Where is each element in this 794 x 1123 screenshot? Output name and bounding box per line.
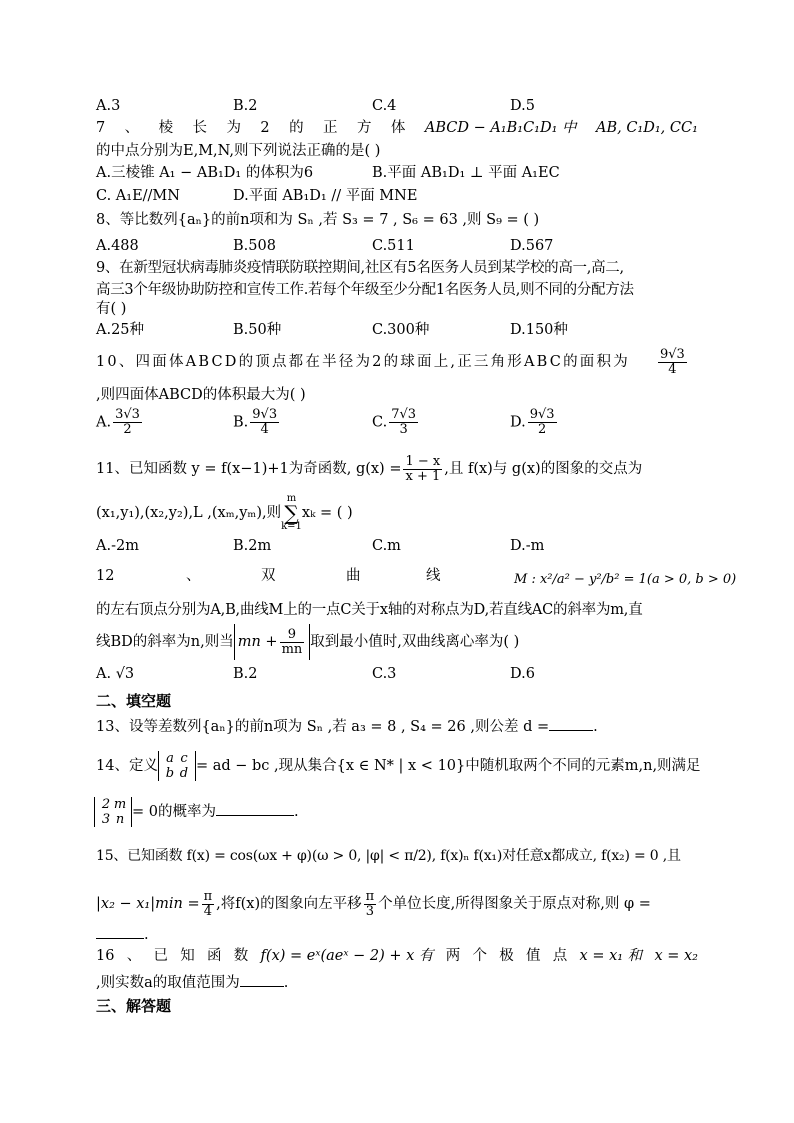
- section-fill-in-heading: 二、填空题: [96, 692, 172, 710]
- q11-option-c: C.m: [372, 538, 401, 554]
- q10-stem-line1: [96, 344, 698, 380]
- q10-stem-text: 10、四面体ABCD的顶点都在半径为2的球面上,正三角形ABC的面积为: [96, 354, 630, 370]
- q10-option-c: [372, 408, 420, 437]
- det-entry: 2: [101, 797, 111, 812]
- q9-line1: 9、在新型冠状病毒肺炎疫情联防联控期间,社区有5名医务人员到某学校的高一,高二,: [96, 260, 624, 276]
- q14-determinant: [94, 797, 132, 827]
- q9-line3: 有( ): [96, 301, 127, 317]
- fraction-denominator: mn: [281, 641, 303, 657]
- q7-option-a: A.三棱锥 A₁ − AB₁D₁ 的体积为6: [96, 165, 314, 181]
- fraction-denominator: 2: [537, 422, 547, 437]
- q14-line1: [96, 748, 701, 784]
- q16-char: 函: [207, 948, 222, 964]
- option-label: D.: [510, 414, 526, 431]
- q16-char: 两: [445, 948, 461, 964]
- q7-char: 的: [289, 120, 304, 136]
- q11-g-fraction: [403, 455, 442, 484]
- answer-blank[interactable]: [216, 801, 294, 816]
- det-entry: m: [113, 797, 127, 812]
- option-label: A.: [96, 414, 112, 431]
- q12-option-a: A. √3: [96, 666, 135, 682]
- q11-option-a: A.-2m: [96, 538, 139, 554]
- q8-stem: 8、等比数列{aₙ}的前n项和为 Sₙ ,若 S₃ = 7 , S₆ = 63 ,则 S₉ = ( ): [96, 212, 540, 228]
- fraction-numerator: 1 − x: [405, 453, 441, 469]
- fraction-numerator: 9√3: [252, 407, 278, 422]
- q7-char: 2: [260, 120, 270, 136]
- q7-option-c: C. A₁E//MN: [96, 188, 180, 204]
- q11-stem-line2: [96, 493, 698, 532]
- answer-blank[interactable]: [549, 716, 593, 731]
- q11-option-b: B.2m: [233, 538, 272, 554]
- q16-function: f(x) = eˣ(aeˣ − 2) + x 有: [260, 948, 434, 964]
- q10-option-d: [510, 408, 559, 437]
- fraction-denominator: 3: [399, 422, 408, 437]
- q6-option-d: D.5: [510, 98, 535, 114]
- det-entry: b: [165, 766, 175, 781]
- fraction-denominator: 4: [260, 422, 269, 437]
- q16-char: 知: [180, 948, 195, 964]
- det-entry: n: [115, 812, 125, 827]
- q16-sep: 、: [126, 948, 142, 964]
- q9-option-a: A.25种: [96, 322, 145, 338]
- q14-line2: 2 m 3 n = 0的概率为 .: [96, 794, 698, 830]
- q6-option-c: C.4: [372, 98, 397, 114]
- q12-option-d: D.6: [510, 666, 535, 682]
- fraction-denominator: 4: [668, 361, 677, 377]
- q8-option-a: A.488: [96, 238, 139, 254]
- section-solution-heading: 三、解答题: [96, 997, 172, 1015]
- q15-tail-text: 个单位长度,所得图象关于原点对称,则 φ =: [378, 896, 651, 912]
- q12-option-c: C.3: [372, 666, 397, 682]
- q16-char: 已: [153, 948, 168, 964]
- q16-line1: [96, 946, 698, 966]
- det-entry: c: [180, 751, 188, 766]
- q16-char: 值: [526, 948, 541, 964]
- q6-option-a: A.3: [96, 98, 121, 114]
- fraction-denominator: x + 1: [405, 468, 441, 484]
- q16-char: 个: [472, 948, 487, 964]
- q7-stem-line2: 的中点分别为E,M,N,则下列说法正确的是( ): [96, 143, 381, 159]
- q12-line3-a: 线BD的斜率为n,则当: [96, 634, 234, 650]
- q12-curve-equation: M : x²/a² − y²/b² = 1(a > 0, b > 0): [514, 572, 737, 587]
- q16-line2: ,则实数a的取值范围为 .: [96, 972, 698, 993]
- q8-option-c: C.511: [372, 238, 415, 254]
- q16-char: 极: [499, 948, 514, 964]
- q11-stem-line1: [96, 452, 698, 486]
- q16-x2: x = x₂: [654, 948, 698, 964]
- q7-option-d: D.平面 AB₁D₁ // 平面 MNE: [233, 188, 418, 204]
- q7-option-b: B.平面 AB₁D₁ ⊥ 平面 A₁EC: [372, 165, 560, 181]
- q14-text-a: 14、定义: [96, 758, 158, 774]
- fraction-denominator: 3: [365, 903, 375, 919]
- fraction-numerator: 3√3: [115, 407, 140, 422]
- sum-lower: k=1: [281, 521, 302, 532]
- fraction-numerator: 9√3: [660, 346, 685, 362]
- fraction-numerator: π: [203, 888, 213, 904]
- fraction-numerator: 9: [280, 628, 305, 643]
- q11-stem-b: ,且 f(x)与 g(x)的图象的交点为: [444, 461, 643, 477]
- q10-area-fraction: [658, 348, 687, 377]
- q8-option-d: D.567: [510, 238, 554, 254]
- answer-blank[interactable]: [240, 972, 284, 987]
- q15-line1: 15、已知函数 f(x) = cos(ωx + φ)(ω > 0, |φ| < π/2), f(x)ₙ f(x₁)对任意x都成立, f(x₂) = 0 ,且: [96, 848, 681, 864]
- q12-line3-b: 取到最小值时,双曲线离心率为( ): [310, 634, 520, 650]
- q7-char: 为: [226, 120, 241, 136]
- answer-blank[interactable]: [96, 924, 144, 939]
- q12-char: 曲: [346, 568, 361, 584]
- q16-char: 点: [552, 948, 568, 964]
- q11-option-d: D.-m: [510, 538, 545, 554]
- q15-line3: .: [96, 924, 698, 945]
- q7-char: 体: [390, 120, 406, 136]
- q10-stem-line2: ,则四面体ABCD的体积最大为( ): [96, 387, 306, 403]
- q12-line3: [96, 624, 698, 660]
- option-label: B.: [233, 414, 249, 431]
- q6-option-b: B.2: [233, 98, 258, 114]
- q13-stem: 13、设等差数列{aₙ}的前n项为 Sₙ ,若 a₃ = 8 , S₄ = 26 ,则公差 d = .: [96, 716, 698, 737]
- q16-char: 数: [233, 948, 249, 964]
- fraction-denominator: 2: [123, 422, 132, 437]
- fraction-numerator: 7√3: [391, 407, 417, 422]
- q9-line2: 高三3个年级协助防控和宣传工作.若每个年级至少分配1名医务人员,则不同的分配方法: [96, 282, 634, 298]
- sum-upper: m: [286, 493, 297, 504]
- q12-line2: 的左右顶点分别为A,B,曲线M上的一点C关于x轴的对称点为D,若直线AC的斜率为m,直: [96, 602, 643, 618]
- q9-option-c: C.300种: [372, 322, 430, 338]
- q7-cube-name: ABCD − A₁B₁C₁D₁ 中: [424, 120, 577, 136]
- q12-char: 线: [426, 568, 441, 584]
- q16-line2-text: ,则实数a的取值范围为: [96, 975, 240, 991]
- q7-char: 方: [356, 120, 372, 136]
- fraction-numerator: 9√3: [529, 407, 555, 422]
- q16-number: 16: [96, 948, 115, 964]
- q14-text-b: = ad − bc ,现从集合{x ∈ N* | x < 10}中随机取两个不同的元素m,n,则满足: [195, 758, 701, 774]
- q7-number: 7: [96, 120, 106, 136]
- q7-char: 正: [323, 120, 338, 136]
- q12-option-b: B.2: [233, 666, 258, 682]
- q12-number: 12: [96, 568, 115, 584]
- q7-edges: AB, C₁D₁, CC₁: [595, 120, 698, 136]
- fraction-numerator: π: [365, 888, 375, 904]
- q7-char: 长: [192, 120, 208, 136]
- q10-option-b: [233, 408, 281, 437]
- q14-text-c: = 0的概率为: [132, 804, 216, 820]
- q9-option-b: B.50种: [233, 322, 282, 338]
- q15-shift-text: ,将f(x)的图象向左平移: [216, 896, 362, 912]
- q12-char: 双: [261, 568, 276, 584]
- det-entry: 3: [101, 812, 111, 827]
- q13-text: 13、设等差数列{aₙ}的前n项为 Sₙ ,若 a₃ = 8 , S₄ = 26 ,则公差 d =: [96, 719, 550, 735]
- q7-stem-line1: [96, 118, 698, 138]
- fraction-denominator: 4: [203, 903, 213, 919]
- sum-symbol: m ∑ k=1: [281, 493, 302, 532]
- det-entry: d: [179, 766, 189, 781]
- q11-points: (x₁,y₁),(x₂,y₂),L ,(xₘ,yₘ),则: [96, 505, 282, 521]
- q11-stem-a: 11、已知函数 y = f(x−1)+1为奇函数, g(x) =: [96, 461, 402, 477]
- q12-sep: 、: [186, 568, 201, 584]
- q11-sum-term: xₖ = ( ): [301, 505, 353, 521]
- q12-abs-expression: [234, 624, 311, 660]
- q7-sep: 、: [124, 120, 140, 136]
- expr-term: mn +: [237, 634, 278, 650]
- q14-determinant-definition: [158, 751, 196, 781]
- option-label: C.: [372, 414, 388, 431]
- q8-option-b: B.508: [233, 238, 276, 254]
- det-entry: a: [166, 751, 174, 766]
- q16-x1: x = x₁ 和: [579, 948, 643, 964]
- q15-line2: [96, 886, 698, 922]
- q7-char: 棱: [158, 120, 174, 136]
- q9-option-d: D.150种: [510, 322, 568, 338]
- q15-min-distance: |x₂ − x₁|min =: [96, 896, 200, 912]
- q10-option-a: [96, 408, 144, 437]
